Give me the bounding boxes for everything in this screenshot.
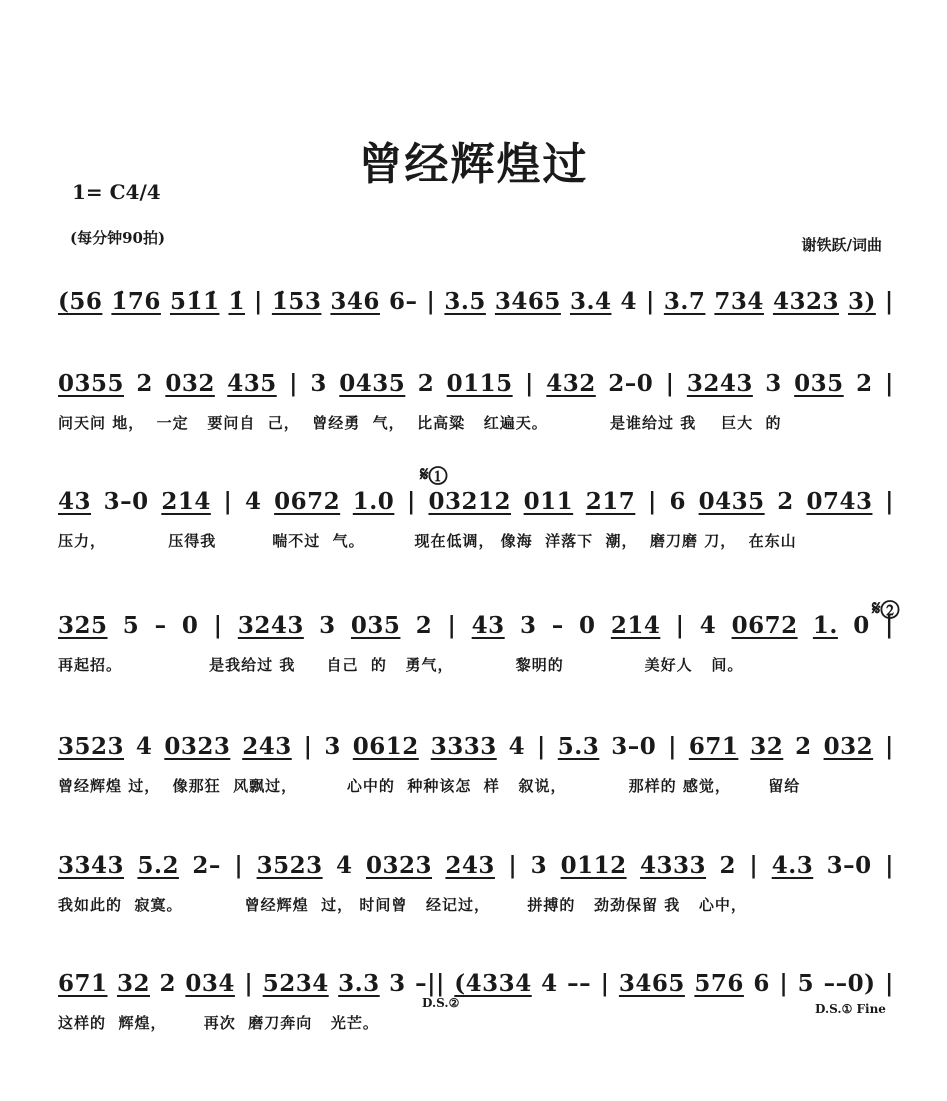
note-group: 3 [310, 370, 327, 397]
note-group: 32 [750, 733, 784, 760]
note-group: 0672 [731, 612, 798, 639]
barline: | [525, 370, 534, 397]
note-group: 346 [330, 288, 380, 315]
note-group: 51̇1̇ [169, 288, 220, 315]
note-group: 3333 [430, 733, 497, 760]
barline: | [406, 488, 416, 515]
note-group: 0612 [352, 733, 419, 760]
note-group: 0435 [698, 488, 765, 515]
notation-row [58, 370, 894, 397]
note-group: 3–0 [826, 852, 872, 879]
note-group: 3.4 [569, 288, 612, 315]
note-group: 034 [185, 970, 235, 997]
note-group: 243 [445, 852, 495, 879]
note-group: 5.3 [557, 733, 600, 760]
lyrics-line: 我如此的 寂寞。 曾经辉煌 过， 时间曾 经记过， 拼搏的 劲劲保留 我 心中， [58, 896, 747, 914]
note-group: 3 [765, 370, 782, 397]
note-group: 4323 [772, 288, 839, 315]
note-group: 011 [523, 488, 574, 515]
notation-row [58, 488, 894, 515]
note-group: 0 [181, 612, 199, 639]
barline: | [779, 970, 789, 997]
note-group: 0743 [806, 488, 873, 515]
notation-row [58, 288, 894, 315]
note-group: 3 [530, 852, 548, 879]
barline: | [447, 612, 457, 639]
note-group: 2 [136, 370, 153, 397]
segno-1-mark: 𝄋① [420, 462, 448, 486]
note-group: 6– [388, 288, 418, 315]
barline: | [426, 288, 436, 315]
barline: | [665, 370, 675, 397]
note-group: 0323 [164, 733, 231, 760]
note-group: (4334 [454, 970, 532, 997]
note-group: 3243 [237, 612, 304, 639]
note-group: 4 [508, 733, 526, 760]
note-group: 2 [795, 733, 812, 760]
note-group: 5 [797, 970, 815, 997]
note-group: 4333 [640, 852, 707, 879]
note-group: 1̇76 [111, 288, 161, 315]
note-group: 2 [159, 970, 176, 997]
note-group: 3–0 [611, 733, 657, 760]
note-group: 1̇ [228, 288, 245, 315]
note-group: 2 [719, 852, 736, 879]
notation-row [58, 612, 894, 639]
note-group: 435 [227, 370, 277, 397]
note-group: 3465 [494, 288, 561, 315]
barline: | [749, 852, 759, 879]
notation-row [58, 852, 894, 879]
note-group: 0323 [365, 852, 432, 879]
note-group: 0672 [274, 488, 341, 515]
note-group: 3.3 [338, 970, 380, 997]
segno-2-mark: 𝄋② [872, 596, 900, 620]
note-group: 4.3 [771, 852, 814, 879]
note-group: 0 [853, 612, 870, 639]
barline: | [213, 612, 223, 639]
key-signature: 1= C4/4 [72, 180, 161, 204]
note-group: 576 [694, 970, 744, 997]
note-group: 3343 [58, 852, 125, 879]
note-group: 217 [585, 488, 636, 515]
note-group: 1. [812, 612, 838, 639]
barline: | [254, 288, 263, 315]
note-group: 4 [620, 288, 637, 315]
note-group: 325 [58, 612, 108, 639]
note-group: 0355 [58, 370, 125, 397]
author-credit: 谢铁跃/词曲 [801, 236, 882, 254]
note-group: 035 [350, 612, 401, 639]
note-group: 2 [856, 370, 873, 397]
barline: | [668, 733, 677, 760]
barline: | [884, 288, 894, 315]
barline: | [885, 488, 894, 515]
barline: | [884, 612, 894, 639]
note-group: 32 [116, 970, 150, 997]
note-group: 3465 [618, 970, 685, 997]
note-group: 214 [610, 612, 661, 639]
note-group: 5.2 [137, 852, 179, 879]
barline: –|| [415, 970, 445, 997]
barline: | [244, 970, 254, 997]
note-group: 5 [122, 612, 140, 639]
note-group: 032 [823, 733, 874, 760]
ds-1-fine-mark: D.S.① Fine [815, 1002, 886, 1016]
note-group: 3 [319, 612, 336, 639]
note-group: 4 [541, 970, 558, 997]
barline: | [508, 852, 518, 879]
note-group: 43 [471, 612, 505, 639]
note-group: 3523 [58, 733, 125, 760]
lyrics-line: 再起招。 是我给过 我 自己 的 勇气， 黎明的 美好人 间。 [58, 656, 744, 674]
note-group: (56 [58, 288, 103, 315]
note-group: 1.0 [352, 488, 395, 515]
lyrics-line: 压力， 压得我 喘不过 气。 现在低调， 像海 洋落下 潮， 磨刀磨 刀， 在东山 [58, 532, 797, 550]
note-group: 0435 [339, 370, 406, 397]
song-title: 曾经辉煌过 [358, 139, 589, 190]
note-group: 243 [242, 733, 292, 760]
barline: | [289, 370, 298, 397]
notation-row [58, 733, 894, 760]
note-group: 0112 [560, 852, 627, 879]
note-group: 734 [714, 288, 764, 315]
barline: | [884, 733, 894, 760]
note-group: 4 [336, 852, 353, 879]
note-group: 671 [688, 733, 739, 760]
note-group: 432 [546, 370, 596, 397]
note-group: –– [567, 970, 592, 997]
note-group: 4 [244, 488, 262, 515]
note-group: 2 [777, 488, 794, 515]
note-group: 032 [165, 370, 215, 397]
note-group: 3 [519, 612, 537, 639]
note-group: 671 [58, 970, 108, 997]
note-group: 3.5 [444, 288, 486, 315]
note-group: 6 [753, 970, 770, 997]
lyrics-line: 这样的 辉煌， 再次 磨刀奔向 光芒。 [58, 1014, 379, 1032]
note-group: 035 [794, 370, 844, 397]
lyrics-line: 曾经辉煌 过， 像那狂 风飘过， 心中的 种种该怎 样 叙说， 那样的 感觉， 留给 [58, 777, 801, 795]
barline: | [600, 970, 610, 997]
note-group: 2– [192, 852, 221, 879]
barline: | [303, 733, 313, 760]
note-group: 3243 [686, 370, 753, 397]
barline: | [646, 288, 655, 315]
note-group: 3523 [256, 852, 323, 879]
note-group: 6 [669, 488, 686, 515]
note-group: 1̇53 [271, 288, 322, 315]
note-group: 2 [415, 612, 433, 639]
notation-row [58, 970, 894, 997]
lyrics-line: 问天问 地， 一定 要问自 己， 曾经勇 气， 比高粱 红遍天。 是谁给过 我 巨大 的 [58, 414, 782, 432]
barline: | [223, 488, 233, 515]
note-group: ––0) [823, 970, 876, 997]
barline: | [884, 970, 894, 997]
note-group: 3) [847, 288, 876, 315]
ds-2-mark: D.S.② [422, 996, 460, 1010]
note-group: 03212 [428, 488, 511, 515]
note-group: 5234 [262, 970, 329, 997]
note-group: 2 [417, 370, 435, 397]
barline: | [537, 733, 546, 760]
note-group: – [154, 612, 167, 639]
note-group: 0115 [446, 370, 513, 397]
note-group: 2–0 [608, 370, 654, 397]
note-group: – [551, 612, 564, 639]
note-group: 3.7 [663, 288, 706, 315]
tempo-marking: (每分钟90拍) [70, 229, 166, 247]
note-group: 3–0 [103, 488, 149, 515]
barline: | [675, 612, 685, 639]
barline: | [884, 370, 894, 397]
note-group: 0 [579, 612, 596, 639]
note-group: 3 [324, 733, 341, 760]
note-group: 214 [161, 488, 211, 515]
barline: | [885, 852, 894, 879]
barline: | [647, 488, 657, 515]
note-group: 43 [58, 488, 92, 515]
note-group: 4 [135, 733, 153, 760]
note-group: 3 [389, 970, 406, 997]
barline: | [234, 852, 244, 879]
note-group: 4 [699, 612, 717, 639]
